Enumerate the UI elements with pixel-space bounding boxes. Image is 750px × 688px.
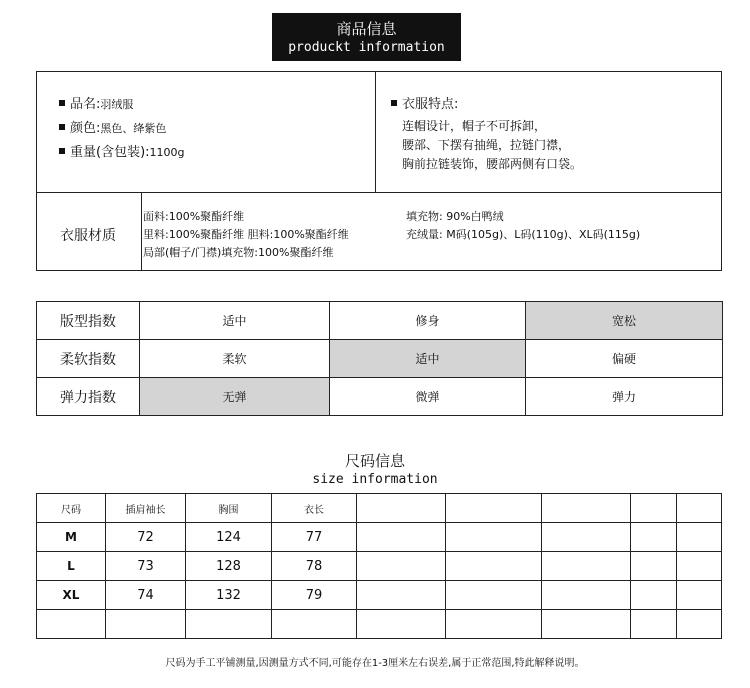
index-option: 修身 xyxy=(330,302,526,340)
table-cell: 72 xyxy=(106,523,186,552)
info-name: 品名:羽绒服 xyxy=(59,93,185,117)
table-cell: 73 xyxy=(106,552,186,581)
table-row xyxy=(37,581,722,610)
fit-index-row xyxy=(37,302,723,340)
table-cell: 74 xyxy=(106,581,186,610)
info-weight: 重量(含包装):1100g xyxy=(59,141,185,165)
features-block xyxy=(391,93,582,174)
size-code: M xyxy=(37,523,106,552)
table-cell: 132 xyxy=(186,581,272,610)
index-option: 弹力 xyxy=(526,378,723,416)
index-option: 柔软 xyxy=(140,340,330,378)
divider xyxy=(375,72,376,192)
material-label: 衣服材质 xyxy=(60,228,116,244)
index-label: 弹力指数 xyxy=(37,378,140,416)
column-header: 胸围 xyxy=(186,494,272,523)
features-label: 衣服特点: xyxy=(391,93,582,117)
material-left: 面料:100%聚酯纤维 里料:100%聚酯纤维 胆料:100%聚酯纤维 局部(帽子/门襟)填充物:100%聚酯纤维 xyxy=(143,210,349,259)
title-en: produckt information xyxy=(288,40,445,55)
bullet-square-icon xyxy=(391,100,397,106)
product-info-panel xyxy=(36,71,722,271)
index-label: 版型指数 xyxy=(37,302,140,340)
index-option: 微弹 xyxy=(330,378,526,416)
elasticity-index-row xyxy=(37,378,723,416)
index-option: 偏硬 xyxy=(526,340,723,378)
basic-info-list xyxy=(59,93,185,165)
size-table xyxy=(36,493,722,639)
table-header-row xyxy=(37,494,722,523)
column-header: 衣长 xyxy=(272,494,357,523)
features-text: 连帽设计，帽子不可拆卸， 腰部、下摆有抽绳，拉链门襟， 胸前拉链装饰，腰部两侧有口袋。 xyxy=(402,119,583,171)
title-zh: 商品信息 xyxy=(336,20,397,38)
index-option: 无弹 xyxy=(140,378,330,416)
material-right: 填充物: 90%白鸭绒 充绒量: M码(105g)、L码(110g)、XL码(115g) xyxy=(406,210,641,241)
index-option: 适中 xyxy=(330,340,526,378)
divider xyxy=(141,193,142,271)
size-code: L xyxy=(37,552,106,581)
bullet-square-icon xyxy=(59,148,65,154)
size-title-en: size information xyxy=(312,472,438,487)
table-cell: 77 xyxy=(272,523,357,552)
table-cell: 78 xyxy=(272,552,357,581)
index-option: 适中 xyxy=(140,302,330,340)
index-option: 宽松 xyxy=(526,302,723,340)
index-label: 柔软指数 xyxy=(37,340,140,378)
bullet-square-icon xyxy=(59,124,65,130)
table-cell: 124 xyxy=(186,523,272,552)
bullet-square-icon xyxy=(59,100,65,106)
size-info-title xyxy=(0,451,750,489)
table-row xyxy=(37,523,722,552)
softness-index-row xyxy=(37,340,723,378)
table-cell: 79 xyxy=(272,581,357,610)
info-color: 颜色:黑色、绛紫色 xyxy=(59,117,185,141)
size-title-zh: 尺码信息 xyxy=(344,452,405,470)
product-info-title xyxy=(272,13,461,61)
measurement-note: 尺码为手工平铺测量,因测量方式不同,可能存在1-3厘米左右误差,属于正常范围,特此解释说明。 xyxy=(165,658,585,669)
size-code: XL xyxy=(37,581,106,610)
table-row xyxy=(37,552,722,581)
column-header: 尺码 xyxy=(37,494,106,523)
divider xyxy=(37,192,721,193)
table-cell: 128 xyxy=(186,552,272,581)
column-header: 插肩袖长 xyxy=(106,494,186,523)
table-row-empty xyxy=(37,610,722,639)
fit-index-table xyxy=(36,301,723,416)
